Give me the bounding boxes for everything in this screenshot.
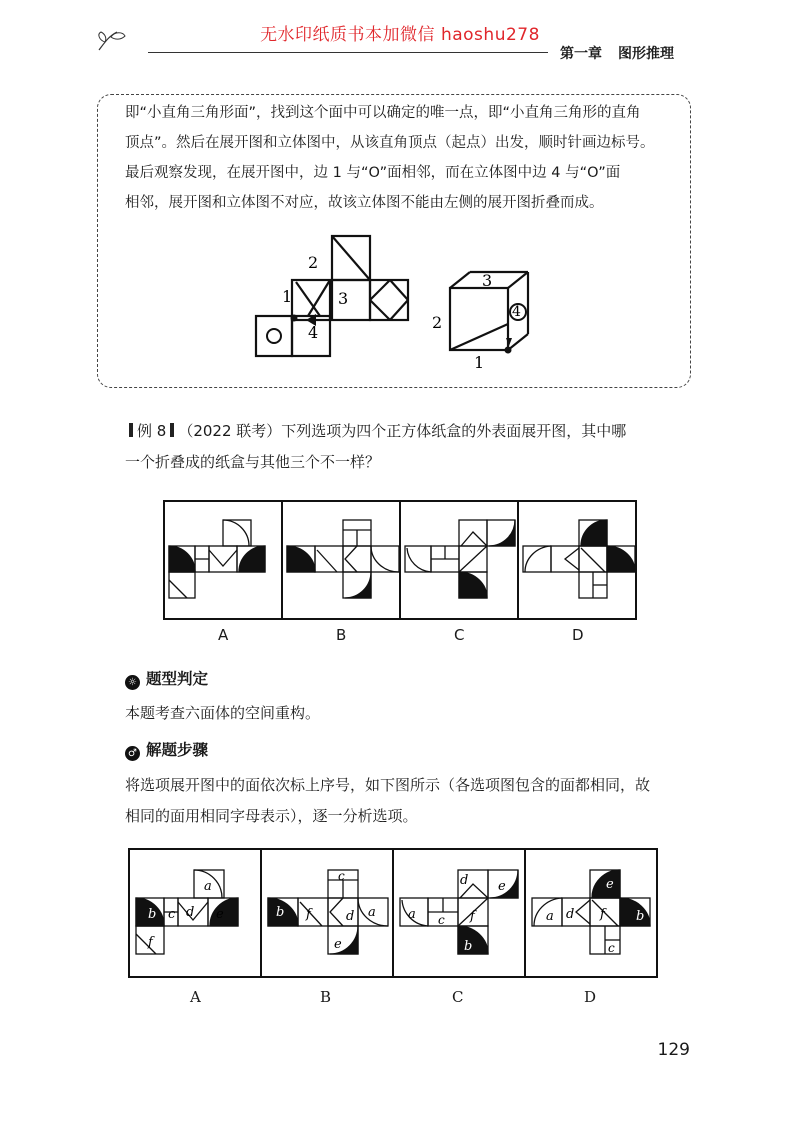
- option-label-b: B: [336, 626, 347, 644]
- labeled-net-a: [136, 870, 238, 954]
- explanation-line: 最后观察发现，在展开图中，边 1 与“O”面相邻，而在立体图中边 4 与“O”面: [125, 165, 621, 181]
- cube-net-diagram: [250, 232, 420, 372]
- face-letter: d: [460, 873, 469, 888]
- steps-line-1: 将选项展开图中的面依次标上序号，如下图所示（各选项图包含的面都相同，故: [125, 776, 651, 794]
- chapter-title: 第一章: [560, 46, 602, 62]
- section-title: 图形推理: [618, 46, 674, 62]
- face-letter: b: [464, 939, 473, 954]
- face-letter: f: [306, 907, 311, 922]
- face-letter: a: [408, 907, 416, 922]
- explanation-line: 即“小直角三角形面”，找到这个面中可以确定的唯一点，即“小直角三角形的直角: [125, 105, 641, 121]
- face-letter: f: [148, 935, 153, 950]
- face-letter: c: [438, 913, 445, 927]
- cube-label: 2: [432, 313, 443, 332]
- face-letter: b: [636, 909, 645, 924]
- sprig-icon: [95, 28, 131, 54]
- face-letter: e: [334, 937, 342, 952]
- options-figure: [163, 500, 637, 620]
- option-label-d: D: [572, 626, 584, 644]
- bracket-bar: [170, 423, 174, 437]
- option-label-a: A: [218, 626, 229, 644]
- option-d-net: [523, 520, 635, 598]
- face-letter: c: [608, 941, 615, 955]
- face-letter: f: [600, 907, 605, 922]
- face-letter: e: [498, 879, 506, 894]
- option-b-net: [287, 520, 399, 598]
- watermark-text: 无水印纸质书本加微信 haoshu278: [260, 25, 540, 45]
- vertex-dot: [291, 315, 298, 322]
- explanation-line: 相邻，展开图和立体图不对应，故该立体图不能由左侧的展开图折叠而成。: [125, 195, 604, 211]
- arrow-head-icon: [506, 338, 512, 346]
- section-judgement-heading: [125, 667, 208, 690]
- page-number: 129: [657, 1040, 690, 1060]
- option-label-c: C: [454, 626, 465, 644]
- option-c-net: [405, 520, 515, 598]
- face-letter: d: [566, 907, 575, 922]
- face-letter: c: [338, 869, 345, 883]
- section-steps-heading: [125, 738, 208, 761]
- bracket-bar: [129, 423, 133, 437]
- question-line-2: 一个折叠成的纸盒与其他三个不一样？: [125, 453, 381, 471]
- face-letter: a: [204, 879, 212, 894]
- labeled-option-c: C: [452, 988, 464, 1006]
- running-header: [560, 43, 674, 63]
- cube-label: 1: [474, 353, 485, 372]
- net-label: 3: [338, 289, 349, 308]
- face-letter: a: [546, 909, 554, 924]
- face-letter: a: [368, 905, 376, 920]
- steps-line-2: 相同的面用相同字母表示），逐一分析选项。: [125, 807, 418, 825]
- header-rule: [148, 52, 548, 53]
- labeled-nets-figure: [128, 848, 658, 978]
- labeled-net-c: [400, 870, 518, 954]
- question-line-1: [125, 416, 693, 447]
- section-judgement-title: 题型判定: [146, 670, 209, 688]
- option-a-net: [169, 520, 265, 598]
- sun-icon: ☼: [125, 675, 140, 690]
- face-letter: e: [216, 907, 224, 922]
- key-icon: ♂: [125, 746, 140, 761]
- section-steps-text: [125, 770, 700, 832]
- face-letter: b: [148, 907, 157, 922]
- cube-label: 3: [482, 271, 493, 290]
- example-tag: 例 8: [137, 422, 167, 440]
- section-judgement-text: 本题考查六面体的空间重构。: [125, 704, 321, 722]
- labeled-option-d: D: [584, 988, 597, 1006]
- face-letter: d: [346, 909, 355, 924]
- net-label: 4: [308, 323, 319, 342]
- face-letter: b: [276, 905, 285, 920]
- net-label: 2: [308, 253, 319, 272]
- explanation-text: [125, 98, 673, 218]
- example-question: [125, 416, 693, 478]
- circle-face-icon: [267, 329, 281, 343]
- explanation-line: 顶点”。然后在展开图和立体图中，从该直角顶点（起点）出发，顺时针画边标号。: [125, 135, 655, 151]
- cube-3d-diagram: [430, 268, 540, 378]
- face-letter: e: [606, 877, 614, 892]
- cube-label: 4: [512, 304, 521, 320]
- labeled-option-b: B: [320, 988, 332, 1006]
- face-letter: c: [168, 907, 176, 922]
- face-letter: d: [186, 905, 195, 920]
- net-label: 1: [282, 287, 293, 306]
- question-text-1: （2022 联考）下列选项为四个正方体纸盒的外表面展开图，其中哪: [178, 422, 627, 440]
- labeled-net-b: [268, 869, 388, 954]
- vertex-dot: [505, 347, 512, 354]
- section-steps-title: 解题步骤: [146, 741, 209, 759]
- labeled-net-d: [532, 870, 650, 955]
- face-letter: f: [470, 909, 475, 924]
- labeled-option-a: A: [190, 988, 201, 1006]
